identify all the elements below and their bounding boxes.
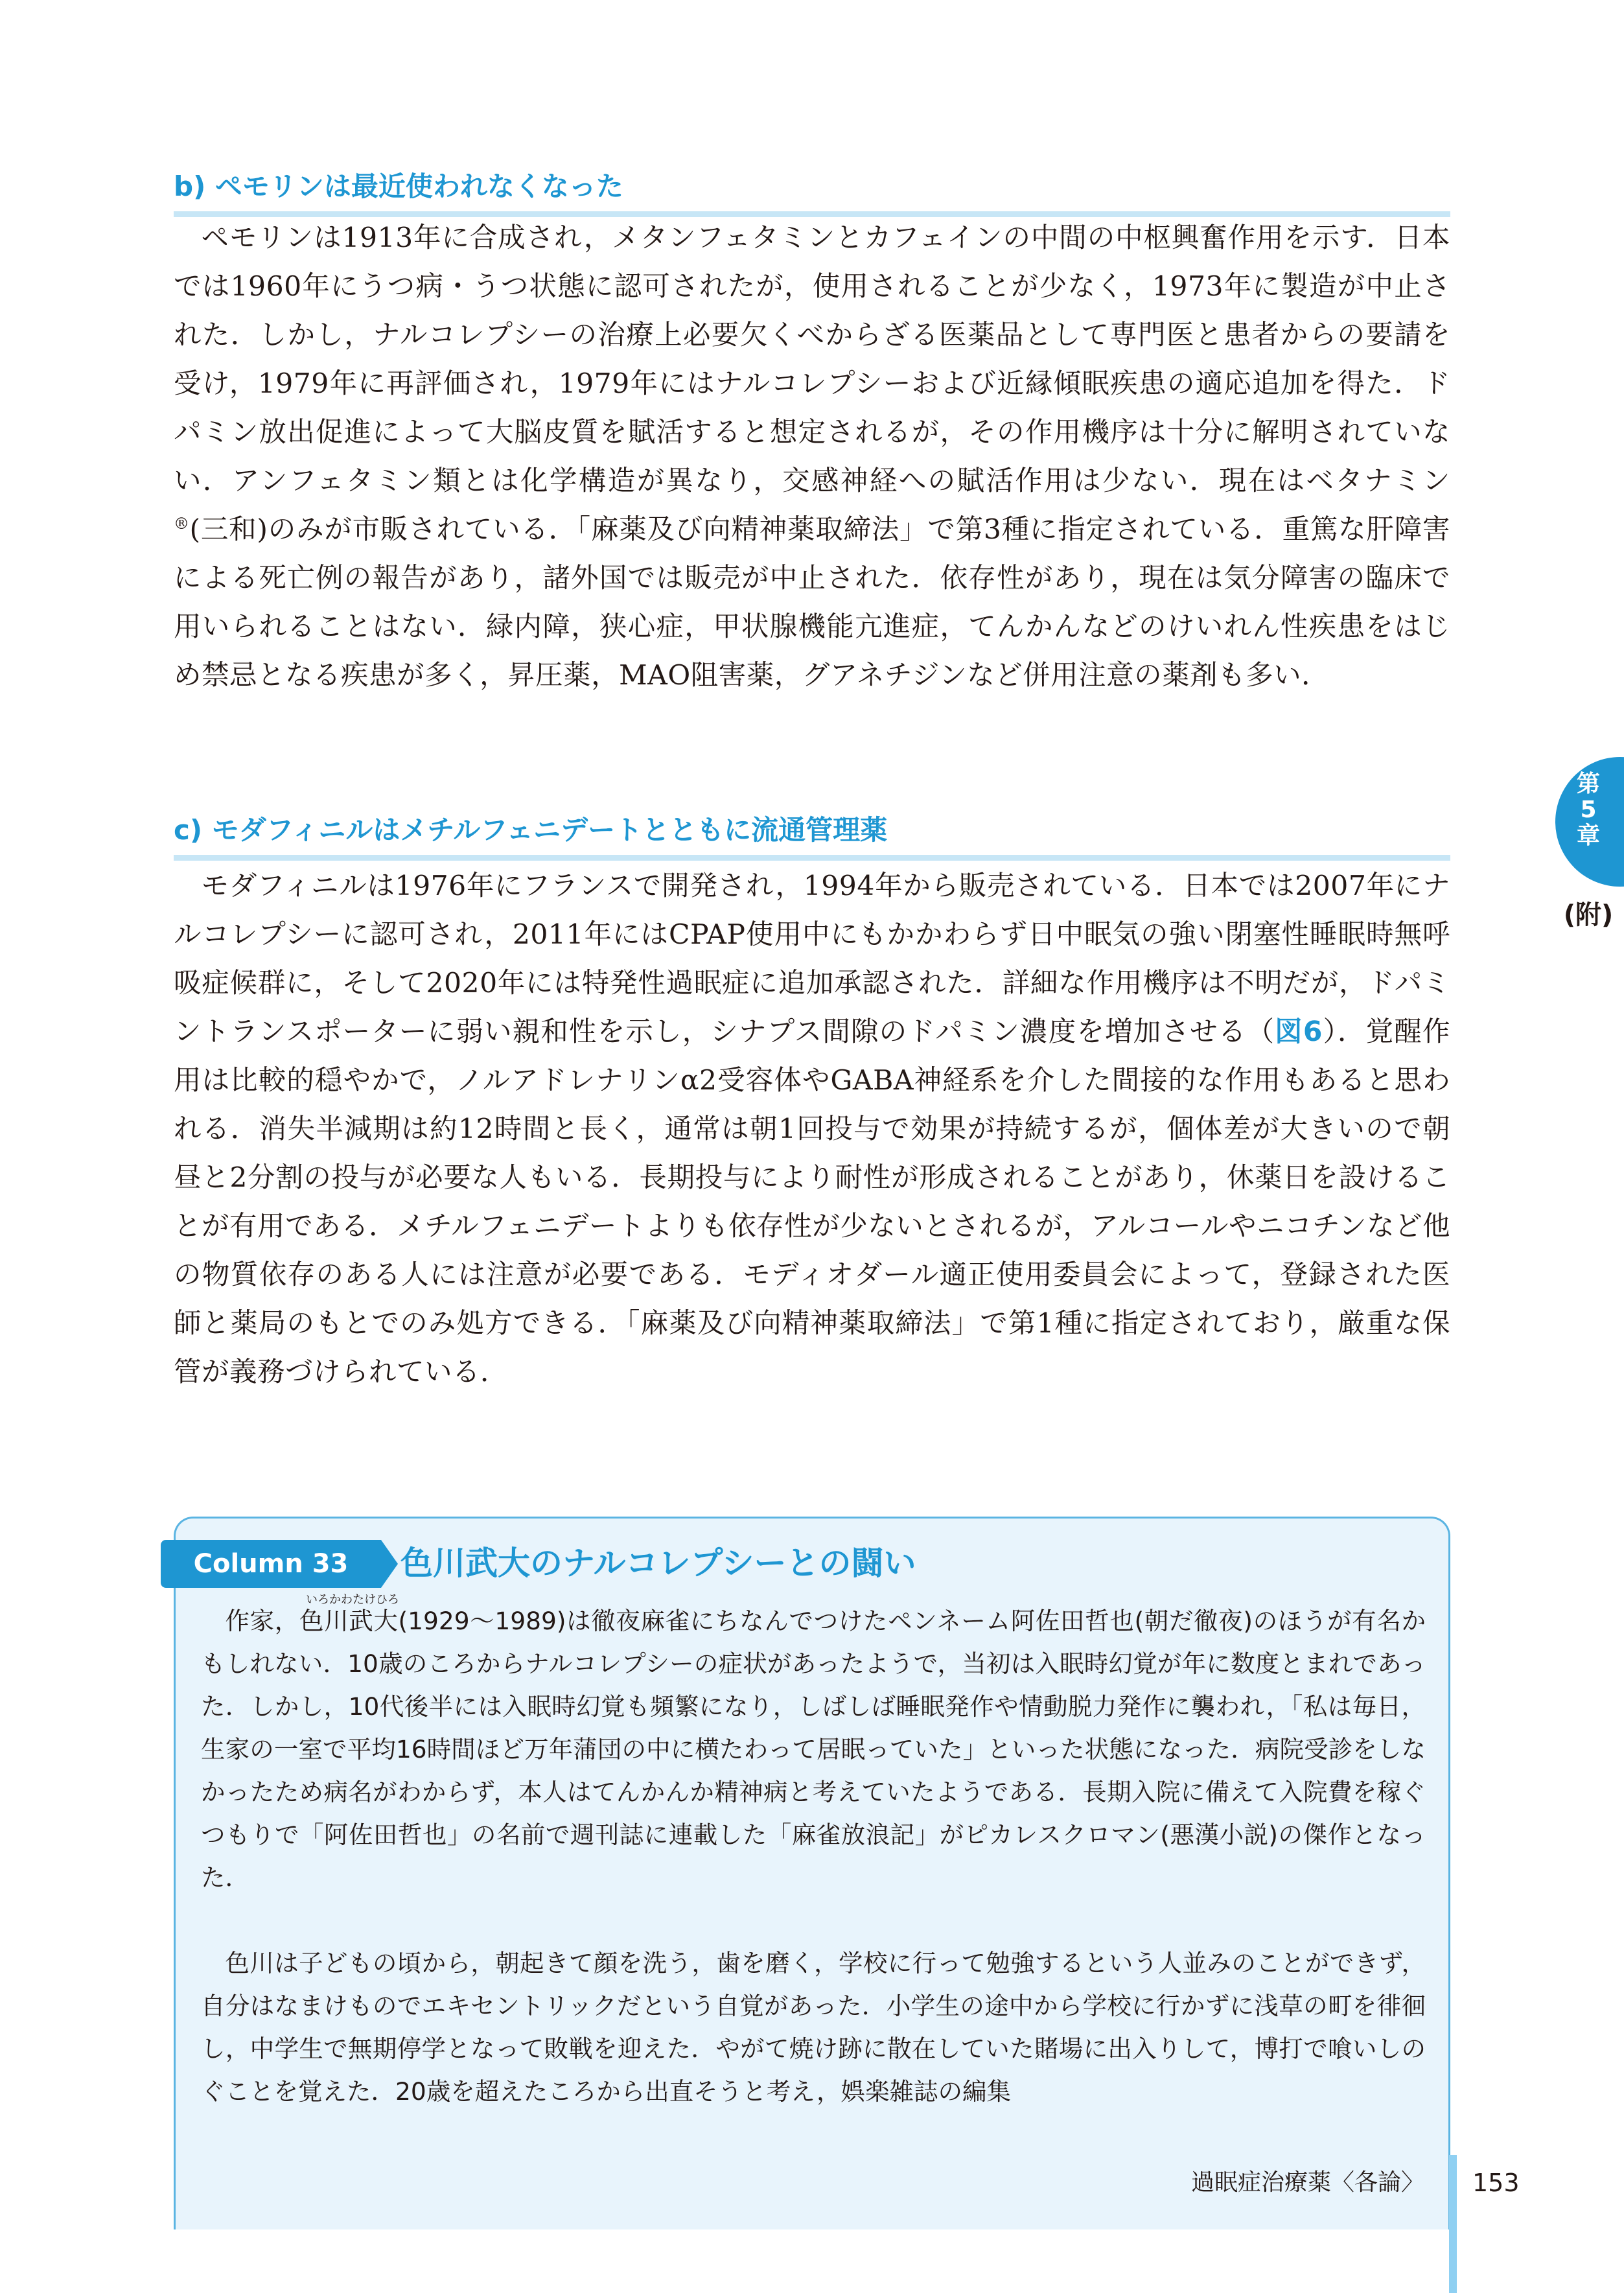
section-c-heading: c) モダフィニルはメチルフェニデートとともに流通管理薬 <box>174 811 1450 861</box>
appendix-label: (附) <box>1563 900 1614 930</box>
section-c-text-1: モダフィニルは1976年にフランスで開発され，1994年から販売されている．日本では2007年にナルコレプシーに認可され，2011年にはCPAP使用中にもかかわらず日中眠気の強い閉塞性睡眠時無呼吸症候群に，そして2020年には特発性過眠症に追加承認された．詳細な作用機序は不明だが，ドパミントランスポーターに弱い親和性を示し，シナプス間隙のドパミン濃度を増加させる（ <box>174 870 1450 1048</box>
chapter-tab-line2: 5 <box>1580 797 1597 823</box>
figure-6-link[interactable]: 図6 <box>1275 1016 1323 1048</box>
chapter-tab-label <box>1555 771 1621 849</box>
chapter-tab-line3: 章 <box>1576 822 1600 849</box>
section-b-body <box>174 214 1450 700</box>
section-b-text-1: ペモリンは1913年に合成され，メタンフェタミンとカフェインの中間の中枢興奮作用を示す．日本では1960年にうつ病・うつ状態に認可されたが，使用されることが少なく，1973年に製造が中止された．しかし，ナルコレプシーの治療上必要欠くべからざる医薬品として専門医と患者からの要請を受け，1979年に再評価され，1979年にはナルコレプシーおよび近縁傾眠疾患の適応追加を得た．ドパミン放出促進によって大脳皮質を賦活すると想定されるが，その作用機序は十分に解明されていない．アンフェタミン類とは化学構造が異なり，交感神経への賦活作用は少ない．現在はベタナミン <box>174 222 1451 497</box>
running-footer-title: 過眠症治療薬〈各論〉 <box>1191 2169 1425 2196</box>
column-title: 色川武大のナルコレプシーとの闘い <box>400 1544 916 1582</box>
registered-mark: ® <box>174 514 190 533</box>
section-c-body <box>174 862 1450 1397</box>
column-paragraph-2: 色川は子どもの頃から，朝起きて顔を洗う，歯を磨く，学校に行って勉強するという人並みのことができず，自分はなまけものでエキセントリックだという自覚があった．小学生の途中から学校に行かずに浅草の町を徘徊し，中学生で無期停学となって敗戦を迎えた．やがて焼け跡に散在していた賭場に出入りして，博打で喰いしのぐことを覚えた．20歳を超えたころから出直そうと考え，娯楽雑誌の編集 <box>201 1949 1426 2106</box>
column-label-arrow <box>381 1540 398 1588</box>
chapter-tab-line1: 第 <box>1576 771 1600 797</box>
section-b-text-2: (三和)のみが市販されている．「麻薬及び向精神薬取締法」で第3種に指定されている．重篤な肝障害による死亡例の報告があり，諸外国では販売が中止された．依存性があり，現在は気分障害の臨床で用いられることはない．緑内障，狭心症，甲状腺機能亢進症，てんかんなどのけいれん性疾患をはじめ禁忌となる疾患が多く，昇圧薬，MAO阻害薬，グアネチジンなど併用注意の薬剤も多い． <box>174 514 1450 692</box>
footer-accent-bar <box>1449 2155 1457 2293</box>
ruby-reading: いろかわたけひろ <box>306 1593 399 1607</box>
section-c-text-2: ）．覚醒作用は比較的穏やかで，ノルアドレナリンα2受容体やGABA神経系を介した間接的な作用もあると思われる．消失半減期は約12時間と長く，通常は朝1回投与で効果が持続するが，個体差が大きいので朝昼と2分割の投与が必要な人もいる．長期投与により耐性が形成されることがあり，休薬日を設けることが有用である．メチルフェニデートよりも依存性が少ないとされるが，アルコールやニコチンなど他の物質依存のある人には注意が必要である．モディオダール適正使用委員会によって，登録された医師と薬局のもとでのみ処方できる．「麻薬及び向精神薬取締法」で第1種に指定されており，厳重な保管が義務づけられている． <box>174 1016 1450 1388</box>
section-b-heading: b) ペモリンは最近使われなくなった <box>174 167 1450 217</box>
page-number: 153 <box>1472 2169 1520 2197</box>
column-label: Column 33 <box>161 1540 381 1588</box>
column-paragraph-1: 作家，色川武大(1929〜1989)は徹夜麻雀にちなんでつけたペンネーム阿佐田哲也(朝だ徹夜)のほうが有名かもしれない．10歳のころからナルコレプシーの症状があったようで，当初は入眠時幻覚が年に数度とまれであった．しかし，10代後半には入眠時幻覚も頻繁になり，しばしば睡眠発作や情動脱力発作に襲われ，「私は毎日，生家の一室で平均16時間ほど万年蒲団の中に横たわって居眠っていた」といった状態になった．病院受診をしなかったため病名がわからず，本人はてんかんか精神病と考えていたようである．長期入院に備えて入院費を稼ぐつもりで「阿佐田哲也」の名前で週刊誌に連載した「麻雀放浪記」がピカレスクロマン(悪漢小説)の傑作となった． <box>201 1607 1426 1892</box>
